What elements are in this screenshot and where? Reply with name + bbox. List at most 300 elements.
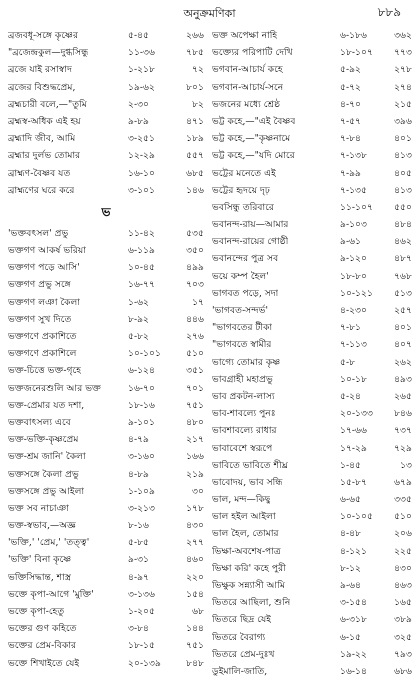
index-entry	[8, 483, 204, 500]
entry-page: ২১৭	[186, 434, 204, 446]
entry-text: ভক্তগণে প্রকাশিতে	[8, 331, 77, 342]
index-entry	[212, 61, 412, 78]
entry-page: ২৭৪	[394, 81, 412, 93]
index-entry	[8, 534, 204, 551]
index-entry	[212, 611, 412, 628]
entry-text: ভাবাবেশে স্বরূপে	[212, 442, 273, 454]
index-entry	[212, 182, 412, 199]
index-entry	[212, 457, 412, 474]
entry-text: "ব্রজেন্দ্রকুল—দুগ্ধসিন্ধু	[8, 47, 89, 59]
entry-reference: ৭-১৩৫	[340, 184, 367, 196]
entry-page: ৩৫১	[186, 365, 204, 377]
entry-reference: ৬-৬৫	[340, 494, 362, 506]
entry-page: ৪৩০	[394, 562, 412, 574]
entry-reference: ১৮-৮০	[340, 270, 367, 282]
entry-page: ৩৬২	[394, 30, 412, 41]
index-entry	[212, 113, 412, 130]
entry-page: ৮৪৮	[186, 657, 204, 669]
entry-page: ২১৫	[394, 98, 412, 110]
entry-page: ৭০৩	[186, 279, 204, 291]
entry-text: "ভাগবতে স্বামীর	[212, 339, 272, 351]
entry-text: ভাবোদয়, ভাব সন্ধি	[212, 476, 283, 488]
entry-reference: ১৯-৬২	[128, 81, 155, 93]
entry-page: ৬৮৬	[394, 665, 412, 677]
entry-page: ৭৫১	[186, 399, 204, 411]
index-entry	[8, 27, 204, 44]
entry-reference: ১৭-৬৬	[340, 425, 367, 437]
entry-page: ৬৮	[192, 606, 204, 617]
entry-text: ভগবান-আচার্য কহে	[212, 64, 283, 76]
entry-text: ভিতরে প্রেম-দুঃখ	[212, 648, 275, 660]
index-entry	[8, 569, 204, 586]
entry-page: ৫১৩	[394, 287, 412, 299]
index-entry	[8, 147, 204, 164]
index-entry	[8, 551, 204, 568]
entry-reference: ৭-৮১	[340, 322, 362, 334]
entry-page: ৩০	[192, 485, 204, 497]
entry-text: ব্রজে যাই রসাস্বাদ	[8, 64, 72, 76]
entry-page: ৪৩০	[186, 520, 204, 532]
entry-page: ৪৮৪	[394, 219, 412, 231]
index-entry	[8, 61, 204, 78]
entry-reference: ১১-১০৭	[340, 201, 373, 213]
entry-text: ভজনের মধ্যে শ্রেষ্ঠ	[212, 98, 281, 110]
index-entry	[8, 165, 204, 182]
entry-text: ভিক্ষা করি' কহে পুরী	[212, 562, 286, 574]
index-entry	[212, 354, 412, 371]
entry-reference: ৫-৮২	[128, 331, 150, 342]
entry-page: ১৮৯	[186, 133, 204, 145]
entry-text: ভক্তগণে প্রকাশিলে	[8, 348, 77, 360]
entry-page: ৪০৫	[394, 167, 412, 179]
index-entry	[8, 130, 204, 147]
entry-text: ভক্তগণ সুখ দিতে	[8, 313, 72, 325]
entry-text: ভাল হইল আইলা	[212, 511, 276, 523]
index-entry	[212, 422, 412, 439]
entry-text: ভবানন্দ-রায়ের গোষ্ঠী	[212, 236, 289, 248]
entry-page: ৬৮৫	[186, 167, 204, 179]
entry-page: ১৬৬	[186, 451, 204, 463]
entry-reference: ২-৩০	[128, 98, 150, 110]
entry-page: ৭৬৮	[394, 270, 412, 282]
entry-reference: ৭-১১৩	[340, 339, 367, 351]
entry-text: ব্রজের বিশুদ্ধপ্রেম,	[8, 81, 76, 93]
entry-text: ভক্ত-স্বভাব,—অজ্ঞ	[8, 520, 76, 532]
entry-text: ভাবগ্রাহী মহাপ্রভু	[212, 373, 273, 385]
entry-text: ব্রহ্মার দুর্লভ তোমার	[8, 150, 81, 162]
entry-page: ১৫৪	[186, 588, 204, 600]
entry-reference: ৫-৭২	[340, 81, 362, 93]
index-entry	[8, 603, 204, 620]
index-entry	[212, 371, 412, 388]
entry-page: ৭৭৩	[394, 47, 412, 59]
index-entry	[8, 294, 204, 311]
entry-text: ভক্তের গুণ কহিতে	[8, 623, 77, 635]
entry-text: 'ভাগবত-সন্দর্ভ'	[212, 305, 268, 316]
entry-text: ভট্ট কহে,—"কৃষ্ণনামে	[212, 133, 291, 145]
index-entry	[212, 629, 412, 646]
entry-page: ৭৩৭	[394, 425, 412, 437]
entry-page: ৪০১	[394, 133, 412, 145]
entry-reference: ১-৪৫	[340, 459, 361, 471]
index-entry	[212, 233, 412, 250]
entry-reference: ৭-৫৭	[340, 115, 362, 127]
entry-page: ৪৯৯	[186, 262, 204, 274]
entry-reference: ১-৬২	[128, 296, 150, 308]
entry-reference: ৩-১৫৪	[340, 597, 367, 609]
entry-text: ভট্ট কহে,—"যদি মোরে	[212, 150, 295, 162]
entry-text: ভক্তসঙ্গে প্রভু আইলা	[8, 485, 85, 497]
index-entry	[212, 130, 412, 147]
entry-text: ব্রহ্মাদি জীব, আমি	[8, 133, 76, 145]
entry-text: ব্রাহ্মণের ঘরে করে	[8, 184, 75, 196]
entry-text: ভগবান-আচার্য-সনে	[212, 81, 284, 93]
entry-reference: ১২-২৯	[128, 150, 155, 162]
entry-text: ভাগ্যে তোমার কৃষ্ণ	[212, 356, 281, 368]
entry-reference: ৫-৮	[340, 356, 356, 368]
index-entry	[8, 328, 204, 345]
entry-page: ১৪৬	[186, 184, 204, 196]
entry-page: ২৭৭	[186, 537, 204, 549]
entry-reference: ৭-৮৪	[340, 133, 362, 145]
index-entry	[8, 586, 204, 603]
index-entry	[212, 216, 412, 233]
section-heading: ভ	[101, 204, 111, 219]
entry-page: ৭২৯	[394, 442, 412, 454]
index-entry	[212, 319, 412, 336]
entry-reference: ৮-১৬	[128, 520, 150, 532]
entry-reference: ৭-১৩৮	[340, 150, 367, 162]
entry-reference: ১০-১০১	[128, 348, 161, 360]
entry-reference: ৪-৮৯	[128, 468, 149, 480]
index-entry	[212, 405, 412, 422]
entry-page: ২৭৮	[394, 64, 412, 76]
index-entry	[212, 577, 412, 594]
entry-text: ভিক্ষুক সন্ন্যাসী আমি	[212, 580, 285, 591]
index-entry	[212, 440, 412, 457]
entry-reference: ৪-৯৭	[128, 571, 150, 583]
entry-text: ব্রহ্মচারী বলে,—"তুমি	[8, 98, 87, 110]
entry-text: ভক্তগণ প্রভু সঙ্গে	[8, 279, 71, 291]
index-entry	[212, 474, 412, 491]
entry-reference: ১৬-৭০	[128, 382, 155, 394]
entry-text: ডুইমালি-জাতি,	[212, 665, 268, 677]
entry-page: ৪১৩	[394, 150, 412, 162]
entry-reference: ১৮-১০৭	[340, 47, 373, 59]
index-entry	[212, 594, 412, 611]
entry-reference: ১৬-৭৭	[128, 279, 155, 291]
entry-reference: ১০-১০৫	[340, 511, 373, 523]
entry-page: ১৭	[192, 296, 204, 308]
entry-text: ভক্তে কৃপা-আগে 'মুক্তি'	[8, 588, 94, 600]
entry-page: ৪৪৬	[186, 313, 204, 325]
entry-page: ৫১০	[186, 348, 204, 360]
entry-page: ৪০৭	[394, 339, 412, 351]
entry-page: ৭৯৩	[394, 648, 412, 660]
entry-page: ১৪৪	[186, 623, 204, 635]
entry-page: ৭৮৫	[186, 47, 204, 59]
entry-page: ২১৯	[186, 468, 204, 480]
entry-reference: ৬-১২৪	[128, 365, 155, 377]
entry-text: ভবানন্দ-রায়—আমার	[212, 219, 289, 231]
entry-text: ব্রাহ্মণ-বৈষ্ণব যত	[8, 167, 71, 179]
entry-reference: ১৬-১৪	[340, 665, 367, 677]
entry-reference: ১৫-৮৭	[340, 476, 367, 488]
entry-page: ৮৪৬	[394, 408, 412, 420]
index-entry	[8, 466, 204, 483]
entry-reference: ৯-৩১	[128, 554, 150, 566]
entry-reference: ১১-৩৬	[128, 47, 155, 59]
index-entry	[8, 655, 204, 672]
entry-page: ৪০১	[394, 322, 412, 334]
entry-page: ১৭৮	[186, 502, 204, 514]
index-entry	[8, 44, 204, 61]
entry-page: ৩৩৫	[394, 494, 412, 506]
index-entry	[212, 268, 412, 285]
entry-page: ২৬৫	[394, 390, 412, 402]
index-entry	[212, 302, 412, 319]
entry-reference: ১০-৪৫	[128, 262, 155, 274]
index-entry	[8, 225, 204, 242]
entry-text: 'ভক্তি' বিনা কৃষ্ণে	[8, 554, 72, 566]
entry-page: ২২০	[186, 571, 204, 583]
entry-text: ভক্তজনেরশুলি আর ভক্ত	[8, 382, 101, 394]
index-entry	[8, 79, 204, 96]
index-entry	[212, 285, 412, 302]
entry-reference: ৩-২১৩	[128, 502, 155, 514]
entry-reference: ১৯-২২	[340, 648, 367, 660]
entry-page: ৫৫০	[394, 201, 412, 213]
index-entry	[8, 182, 204, 199]
index-entry	[8, 414, 204, 431]
entry-text: 'ভক্তি,' 'প্রেম,' 'তত্ত্ব'	[8, 537, 90, 549]
entry-text: ভক্তে কৃপা-হেতু	[8, 606, 65, 617]
entry-text: ভক্তগণ লঞা কৈলা	[8, 296, 81, 308]
entry-text: ভক্তবাৎসল্য এবে	[8, 416, 71, 428]
entry-reference: ৪-৪৮	[340, 528, 361, 540]
entry-page: ৪৬৩	[394, 580, 412, 591]
entry-text: ভাব-শাবল্যে পুনঃ	[212, 408, 276, 420]
entry-page: ৪৬২	[394, 236, 412, 248]
index-entry	[212, 147, 412, 164]
index-entry	[8, 500, 204, 517]
entry-page: ৪৬০	[186, 554, 204, 566]
index-entry	[212, 663, 412, 680]
entry-reference: ১০-১২১	[340, 287, 373, 299]
entry-reference: ৯-১০১	[128, 416, 155, 428]
entry-reference: ৯-৬১	[340, 236, 362, 248]
index-entry	[8, 276, 204, 293]
index-entry	[8, 431, 204, 448]
entry-text: ভক্ত-ভক্তি-কৃষ্ণপ্রেম	[8, 434, 79, 446]
entry-page: ৮০১	[186, 81, 204, 93]
index-entry	[8, 345, 204, 362]
entry-page: ২৬৬	[186, 30, 204, 41]
entry-reference: ৪-১২১	[340, 545, 367, 557]
entry-reference: ১-২১৮	[128, 64, 155, 76]
entry-reference: ৩-১৩৬	[128, 588, 155, 600]
entry-text: ভবসিন্ধু তরিবারে	[212, 201, 274, 213]
entry-reference: ১৮-১৬	[128, 399, 155, 411]
index-entry	[212, 336, 412, 353]
entry-page: ৩৮৯	[394, 614, 412, 626]
entry-text: ভিতরে বৈরাগ্য	[212, 631, 266, 643]
entry-reference: ১-১০৯	[128, 485, 155, 497]
entry-reference: ৯-৬৪	[340, 580, 362, 591]
entry-text: ভক্ত সব নাচাঞা	[8, 502, 69, 514]
entry-page: ৩৯৬	[394, 115, 412, 127]
entry-reference: ৯-১০৩	[340, 219, 367, 231]
index-entry	[8, 242, 204, 259]
entry-page: ১৬৫	[394, 597, 412, 609]
entry-page: ২০৬	[394, 528, 412, 540]
entry-page: ৪৮৭	[394, 253, 412, 265]
page-number: ৮৮৯	[377, 5, 401, 19]
index-entry	[8, 620, 204, 637]
entry-text: ভক্তে শিখাইতে যেই	[8, 657, 80, 669]
entry-page: ২৭৬	[186, 331, 204, 342]
entry-reference: ৪-২৩০	[340, 305, 367, 316]
entry-page: ২৬২	[394, 356, 412, 368]
entry-text: ভট্টের হৃদয়ে দৃঢ়	[212, 184, 270, 196]
index-entry	[8, 259, 204, 276]
entry-reference: ১-২০৫	[128, 606, 155, 617]
index-entry	[8, 637, 204, 654]
entry-page: ৪৭১	[186, 115, 204, 127]
entry-reference: ৫-৮৫	[128, 537, 149, 549]
index-entry	[212, 560, 412, 577]
index-entry	[212, 388, 412, 405]
entry-reference: ৪-৭০	[340, 98, 362, 110]
entry-text: ভক্ত-শ্রম জানি' কৈলা	[8, 451, 86, 463]
entry-reference: ৯-১২০	[340, 253, 367, 265]
entry-reference: ১১-৪২	[128, 227, 155, 239]
index-entry	[212, 96, 412, 113]
index-entry	[212, 543, 412, 560]
entry-text: ভিক্ষা-অবশেষ-পাত্র	[212, 545, 281, 557]
entry-page: ৬৭৯	[394, 476, 412, 488]
entry-page: ৭৫১	[186, 640, 204, 652]
entry-reference: ৪-৭৯	[128, 434, 150, 446]
entry-reference: ২০-১৩৩	[340, 408, 373, 420]
entry-reference: ৬-১১৯	[128, 245, 155, 257]
entry-page: ৮২	[192, 98, 204, 110]
entry-text: ভাগবত পড়ে, সদা	[212, 287, 279, 299]
entry-text: ব্রহ্মস্ব-অধিক এই হয়	[8, 115, 81, 127]
entry-reference: ৬-১৫	[340, 631, 362, 643]
index-entry	[8, 113, 204, 130]
entry-text: ভিতরে ছিদ্র যেই	[212, 614, 272, 626]
index-entry	[8, 96, 204, 113]
entry-text: ভক্তগণ পড়ে আসি'	[8, 262, 80, 274]
entry-text: ভবানন্দের পুত্র সব	[212, 253, 279, 265]
index-entry	[212, 199, 412, 216]
entry-page: ৫৫৭	[186, 150, 204, 162]
entry-page: ২২৫	[394, 545, 412, 557]
entry-page: ৪১৩	[394, 184, 412, 196]
entry-reference: ৩-১৬০	[128, 451, 155, 463]
index-entry	[212, 27, 412, 44]
entry-reference: ৫-৪৫	[128, 30, 149, 41]
entry-text: ভাবশাবল্যে রাধার	[212, 425, 277, 437]
entry-text: ভক্ত অপেক্ষা নাহি	[212, 30, 278, 41]
index-entry	[212, 79, 412, 96]
entry-reference: ৬-৩১৮	[340, 614, 367, 626]
index-entry	[212, 250, 412, 267]
index-entry	[212, 525, 412, 542]
index-entry	[8, 311, 204, 328]
entry-text: ভিতরে আছিলা, শুনি	[212, 597, 291, 609]
entry-text: ভয়ে কম্প হৈল'	[212, 270, 269, 282]
entry-reference: ৭-৯৯	[340, 167, 362, 179]
entry-reference: ৫-৯২	[340, 64, 362, 76]
entry-text: ভক্তিসিদ্ধান্ত, শাস্ত্র	[8, 571, 72, 583]
entry-page: ৪৮০	[186, 416, 204, 428]
entry-reference: ৬-১৮৬	[340, 30, 367, 41]
entry-text: 'ভক্তবৎসল' প্রভু	[8, 227, 69, 239]
page-title: অনুক্রমণিকা	[183, 7, 236, 20]
entry-reference: ৫-২৪	[340, 390, 362, 402]
index-entry	[212, 44, 412, 61]
entry-page: ৩২৫	[394, 631, 412, 643]
index-entry	[212, 491, 412, 508]
entry-text: ভক্ত-চিত্তে ভক্ত-গৃহে	[8, 365, 82, 377]
entry-reference: ৮-৯২	[128, 313, 150, 325]
index-entry	[212, 508, 412, 525]
entry-reference: ১৮-১৫	[128, 640, 155, 652]
entry-text: ভাল হৈল, তোমার	[212, 528, 279, 540]
index-entry	[8, 362, 204, 379]
entry-text: ভক্তের প্রেম-বিকার	[8, 640, 77, 652]
entry-text: ভাব প্রকটন-লাস্য	[212, 390, 275, 402]
index-entry	[8, 517, 204, 534]
entry-reference: ৩-৮৪	[128, 623, 150, 635]
entry-page: ৭০১	[186, 382, 204, 394]
right-column	[212, 27, 412, 680]
index-entry	[8, 380, 204, 397]
entry-text: ভট্ট কহে,—"এই বৈষ্ণব	[212, 115, 296, 127]
entry-text: ভাবিতে ভাবিতে শীঘ্র	[212, 459, 288, 471]
index-entry	[8, 448, 204, 465]
entry-text: ভক্ত-প্রেমার যত দশা,	[8, 399, 85, 411]
entry-page: ৩৫০	[186, 245, 204, 257]
entry-page: ১৩	[400, 459, 412, 471]
entry-reference: ৯-৮৯	[128, 115, 149, 127]
entry-reference: ৩-১০১	[128, 184, 155, 196]
entry-page: ৭২	[192, 64, 204, 76]
entry-reference: ১৭-২৯	[340, 442, 367, 454]
entry-reference: ১৬-১০	[128, 167, 155, 179]
entry-text: ভট্টের মনেতে এই	[212, 167, 276, 179]
entry-reference: ৮-১২	[340, 562, 362, 574]
entry-page: ৪৯৩	[394, 373, 412, 385]
entry-page: ৫৩৫	[186, 227, 204, 239]
entry-page: ২৫৭	[394, 305, 412, 316]
entry-reference: ৩-২৫১	[128, 133, 155, 145]
entry-text: ভক্তসঙ্গে কৈলা প্রভু	[8, 468, 79, 480]
entry-reference: ১০-১৮	[340, 373, 367, 385]
index-entry	[212, 646, 412, 663]
index-entry	[212, 165, 412, 182]
entry-page: ৫১০	[394, 511, 412, 523]
entry-reference: ২০-১৩৯	[128, 657, 161, 669]
entry-text: ভাল, মন্দ—কিছু	[212, 494, 271, 506]
index-entry	[8, 397, 204, 414]
entry-text: ব্রজবধূ-সঙ্গে কৃষ্ণের	[8, 30, 79, 41]
left-column	[8, 27, 204, 672]
entry-text: "ভাগবতের টীকা	[212, 322, 273, 334]
entry-text: ভক্তগণ আকর্ষ ভরিয়া	[8, 245, 87, 257]
